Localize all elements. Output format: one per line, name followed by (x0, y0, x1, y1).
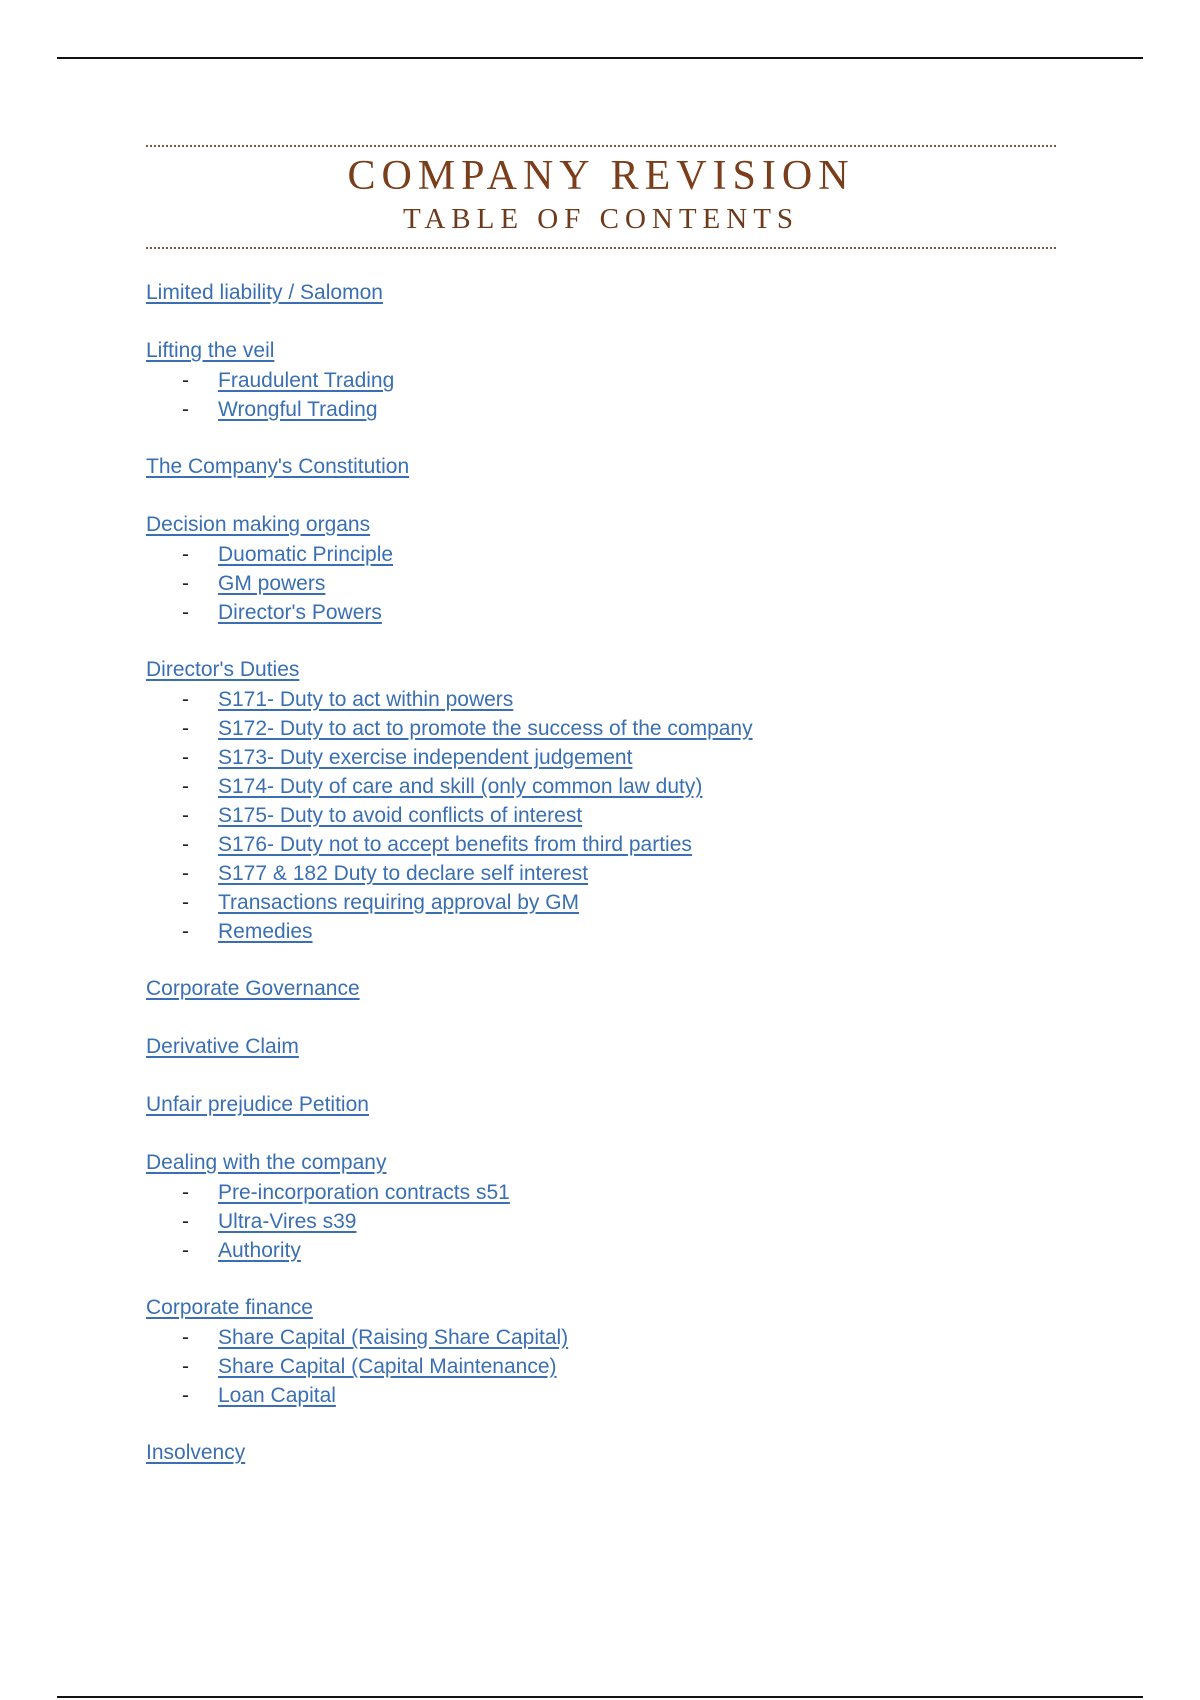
dash-bullet-icon: - (182, 833, 189, 856)
toc-sublist (146, 366, 1086, 424)
dash-bullet-icon: - (182, 1326, 189, 1349)
toc-section (146, 974, 1086, 1004)
toc-section (146, 1032, 1086, 1062)
toc-sublist (146, 685, 1086, 946)
toc-section (146, 510, 1086, 627)
table-of-contents (146, 278, 1086, 1496)
toc-subitem (146, 743, 1086, 772)
toc-link[interactable]: Unfair prejudice Petition (146, 1093, 369, 1116)
toc-section (146, 1438, 1086, 1468)
toc-sublist (146, 1178, 1086, 1265)
dash-bullet-icon: - (182, 775, 189, 798)
toc-section (146, 655, 1086, 946)
toc-sublink[interactable]: Fraudulent Trading (218, 369, 395, 392)
dash-bullet-icon: - (182, 369, 189, 392)
dash-bullet-icon: - (182, 804, 189, 827)
toc-subitem (146, 1381, 1086, 1410)
toc-link[interactable]: The Company's Constitution (146, 455, 410, 478)
toc-link[interactable]: Derivative Claim (146, 1035, 299, 1058)
dash-bullet-icon: - (182, 601, 189, 624)
title-top-dotted-rule (146, 145, 1056, 147)
toc-section (146, 1148, 1086, 1265)
dash-bullet-icon: - (182, 1181, 189, 1204)
toc-subitem (146, 859, 1086, 888)
title-block (146, 145, 1056, 249)
dash-bullet-icon: - (182, 543, 189, 566)
toc-sublink[interactable]: Director's Powers (218, 601, 382, 624)
header-rule (57, 57, 1143, 59)
toc-subitem (146, 830, 1086, 859)
toc-section (146, 336, 1086, 424)
dash-bullet-icon: - (182, 1239, 189, 1262)
toc-link[interactable]: Limited liability / Salomon (146, 281, 383, 304)
toc-sublink[interactable]: S177 & 182 Duty to declare self interest (218, 862, 589, 885)
toc-section (146, 1293, 1086, 1410)
toc-sublink[interactable]: Authority (218, 1239, 301, 1262)
toc-link[interactable]: Insolvency (146, 1441, 246, 1464)
toc-subitem (146, 598, 1086, 627)
toc-sublink[interactable]: Duomatic Principle (218, 543, 394, 566)
toc-subitem (146, 366, 1086, 395)
footer-rule (57, 1696, 1143, 1698)
toc-sublink[interactable]: S173- Duty exercise independent judgement (218, 746, 633, 769)
toc-subitem (146, 685, 1086, 714)
toc-section (146, 1090, 1086, 1120)
toc-sublink[interactable]: Pre-incorporation contracts s51 (218, 1181, 510, 1204)
toc-sublink[interactable]: Wrongful Trading (218, 398, 378, 421)
toc-section (146, 452, 1086, 482)
toc-sublink[interactable]: GM powers (218, 572, 326, 595)
toc-sublink[interactable]: Share Capital (Raising Share Capital) (218, 1326, 569, 1349)
toc-sublink[interactable]: Loan Capital (218, 1384, 336, 1407)
toc-subitem (146, 1323, 1086, 1352)
toc-sublink[interactable]: S171- Duty to act within powers (218, 688, 514, 711)
dash-bullet-icon: - (182, 398, 189, 421)
toc-subitem (146, 1207, 1086, 1236)
toc-link[interactable]: Dealing with the company (146, 1151, 387, 1174)
toc-subitem (146, 540, 1086, 569)
toc-subitem (146, 801, 1086, 830)
dash-bullet-icon: - (182, 1355, 189, 1378)
dash-bullet-icon: - (182, 862, 189, 885)
dash-bullet-icon: - (182, 717, 189, 740)
toc-subitem (146, 714, 1086, 743)
dash-bullet-icon: - (182, 572, 189, 595)
toc-link[interactable]: Lifting the veil (146, 339, 275, 362)
toc-subitem (146, 1236, 1086, 1265)
toc-subitem (146, 772, 1086, 801)
dash-bullet-icon: - (182, 688, 189, 711)
toc-subitem (146, 569, 1086, 598)
toc-sublink[interactable]: S175- Duty to avoid conflicts of interest (218, 804, 583, 827)
toc-subitem (146, 395, 1086, 424)
toc-sublist (146, 1323, 1086, 1410)
toc-link[interactable]: Decision making organs (146, 513, 371, 536)
toc-subitem (146, 917, 1086, 946)
title-bottom-dotted-rule (146, 247, 1056, 249)
dash-bullet-icon: - (182, 891, 189, 914)
toc-sublink[interactable]: S172- Duty to act to promote the success of the company (218, 717, 753, 740)
toc-sublink[interactable]: S174- Duty of care and skill (only common law duty) (218, 775, 703, 798)
toc-subitem (146, 1178, 1086, 1207)
dash-bullet-icon: - (182, 1384, 189, 1407)
toc-link[interactable]: Corporate Governance (146, 977, 360, 1000)
dash-bullet-icon: - (182, 920, 189, 943)
toc-sublink[interactable]: Remedies (218, 920, 313, 943)
document-subtitle: TABLE OF CONTENTS (402, 203, 800, 235)
dash-bullet-icon: - (182, 746, 189, 769)
toc-subitem (146, 888, 1086, 917)
toc-sublink[interactable]: Share Capital (Capital Maintenance) (218, 1355, 557, 1378)
toc-section (146, 278, 1086, 308)
toc-link[interactable]: Director's Duties (146, 658, 300, 681)
document-title: COMPANY REVISION (347, 153, 855, 199)
toc-sublink[interactable]: S176- Duty not to accept benefits from third parties (218, 833, 692, 856)
toc-sublink[interactable]: Ultra-Vires s39 (218, 1210, 357, 1233)
toc-sublink[interactable]: Transactions requiring approval by GM (218, 891, 580, 914)
dash-bullet-icon: - (182, 1210, 189, 1233)
toc-sublist (146, 540, 1086, 627)
toc-link[interactable]: Corporate finance (146, 1296, 313, 1319)
toc-subitem (146, 1352, 1086, 1381)
